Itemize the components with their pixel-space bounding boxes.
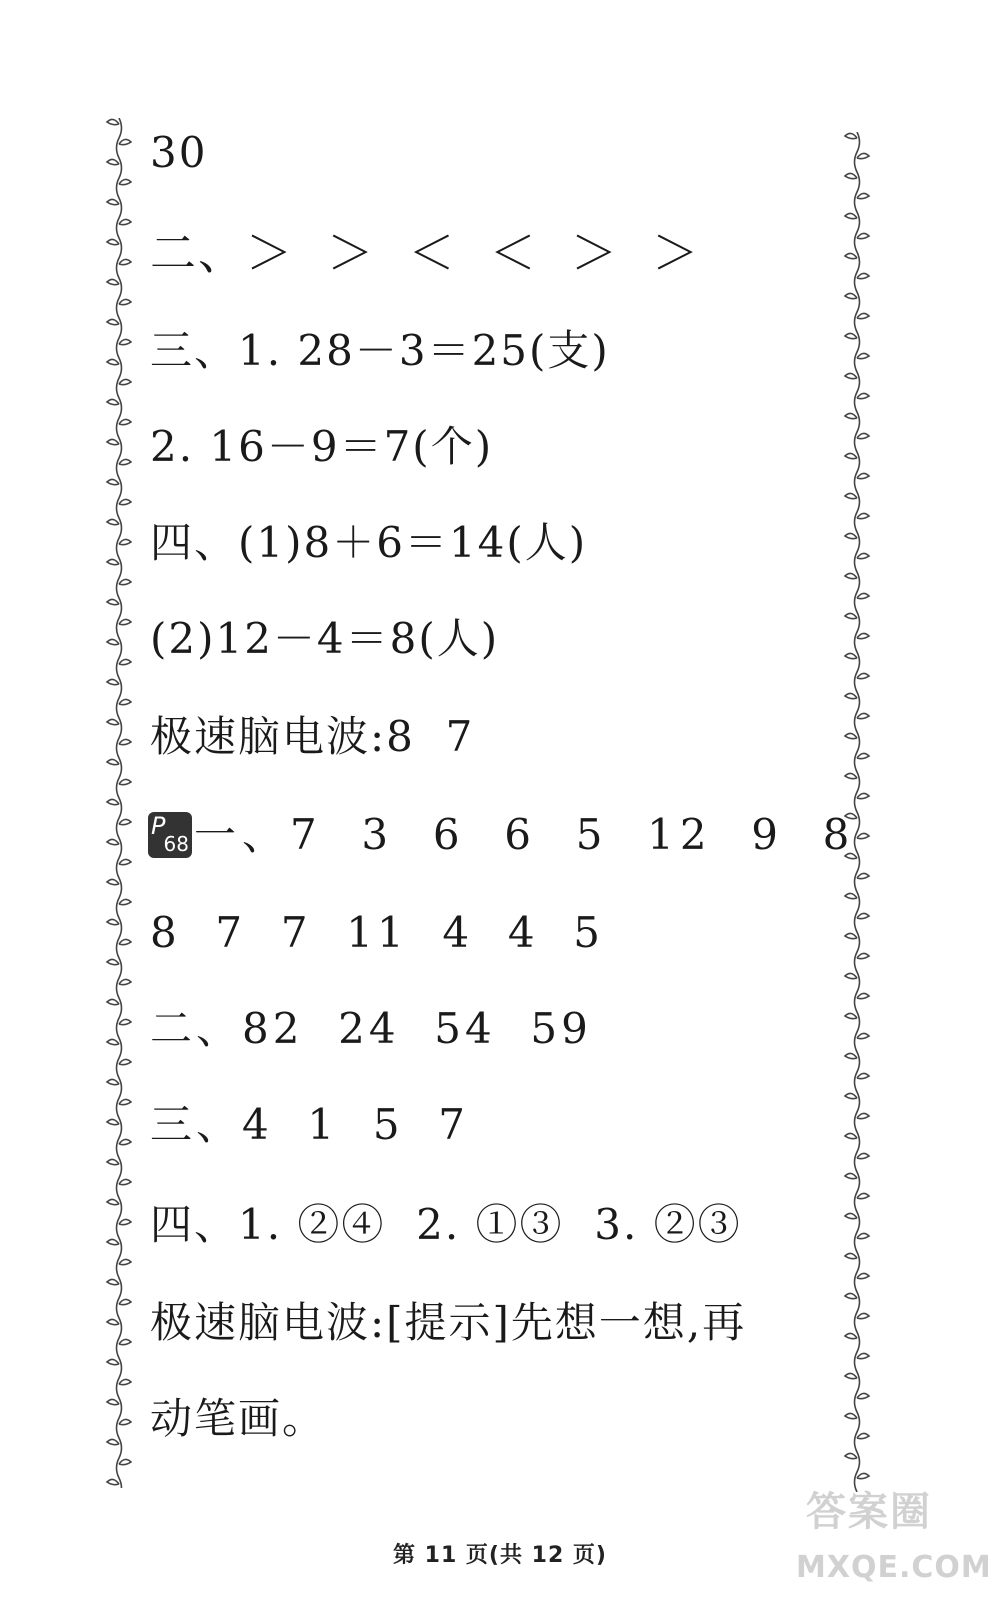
vine-leaf: [119, 1059, 131, 1064]
vine-leaf: [119, 1139, 131, 1144]
answer-line: 四、1. ②④ 2. ①③ 3. ②③: [150, 1200, 742, 1249]
vine-leaf: [107, 279, 119, 284]
page-reference-badge: [148, 812, 192, 858]
vine-leaf: [107, 599, 119, 604]
vine-leaf: [119, 1379, 131, 1384]
vine-leaf: [107, 1399, 119, 1404]
vine-leaf: [107, 879, 119, 884]
vine-leaf: [857, 1353, 869, 1358]
vine-leaf: [119, 819, 131, 824]
vine-leaf: [119, 1299, 131, 1304]
vine-leaf: [845, 973, 857, 978]
answer-line: 三、1. 28－3＝25(支): [150, 326, 610, 375]
vine-leaf: [857, 353, 869, 358]
vine-leaf: [119, 499, 131, 504]
vine-leaf: [845, 1093, 857, 1098]
vine-leaf: [845, 373, 857, 378]
vine-leaf: [857, 953, 869, 958]
vine-leaf: [857, 553, 869, 558]
vine-leaf: [845, 1293, 857, 1298]
vine-leaf: [845, 893, 857, 898]
vine-leaf: [845, 773, 857, 778]
vine-leaf: [119, 899, 131, 904]
vine-leaf: [857, 833, 869, 838]
vine-leaf: [119, 419, 131, 424]
watermark-logo: [796, 1480, 992, 1600]
vine-leaf: [119, 579, 131, 584]
vine-leaf: [857, 913, 869, 918]
vine-leaf: [857, 473, 869, 478]
vine-leaf: [119, 1339, 131, 1344]
vine-leaf: [107, 559, 119, 564]
vine-leaf: [119, 779, 131, 784]
answer-line: 极速脑电波:8 7: [150, 712, 475, 761]
vine-leaf: [857, 1113, 869, 1118]
vine-leaf: [857, 713, 869, 718]
vine-leaf: [845, 733, 857, 738]
vine-leaf: [107, 799, 119, 804]
vine-leaf: [119, 939, 131, 944]
vine-leaf: [857, 1233, 869, 1238]
answer-line: 动笔画。: [150, 1394, 327, 1443]
vine-leaf: [107, 1239, 119, 1244]
vine-leaf: [857, 193, 869, 198]
vine-leaf: [845, 1373, 857, 1378]
vine-leaf: [107, 1279, 119, 1284]
vine-leaf: [845, 413, 857, 418]
vine-leaf: [857, 273, 869, 278]
vine-leaf: [119, 379, 131, 384]
vine-leaf: [845, 693, 857, 698]
vine-leaf: [857, 633, 869, 638]
vine-leaf: [845, 133, 857, 138]
answer-line: 8 7 7 11 4 4 5: [150, 908, 604, 957]
vine-leaf: [107, 1359, 119, 1364]
vine-leaf: [119, 1099, 131, 1104]
answer-line: (2)12－4＝8(人): [150, 614, 500, 663]
vine-leaf: [107, 1079, 119, 1084]
left-vine-border: [102, 118, 136, 1488]
vine-leaf: [119, 1219, 131, 1224]
vine-leaf: [845, 1333, 857, 1338]
vine-leaf: [845, 1053, 857, 1058]
vine-leaf: [845, 653, 857, 658]
vine-leaf: [107, 119, 119, 124]
vine-leaf: [845, 253, 857, 258]
vine-leaf: [845, 1413, 857, 1418]
answer-line: 一、7 3 6 6 5 12 9 8: [194, 810, 856, 859]
vine-leaf: [857, 1033, 869, 1038]
vine-leaf: [107, 239, 119, 244]
vine-leaf: [107, 1319, 119, 1324]
vine-leaf: [119, 699, 131, 704]
vine-leaf: [119, 739, 131, 744]
vine-leaf: [119, 539, 131, 544]
vine-leaf: [107, 719, 119, 724]
answer-line: 二、＞ ＞ ＜ ＜ ＞ ＞: [150, 226, 701, 280]
vine-leaf: [857, 1153, 869, 1158]
vine-leaf: [845, 453, 857, 458]
vine-leaf: [107, 1439, 119, 1444]
vine-leaf: [119, 1419, 131, 1424]
badge-number: 68: [163, 832, 189, 856]
vine-leaf: [857, 513, 869, 518]
vine-leaf: [857, 1273, 869, 1278]
vine-leaf: [857, 1393, 869, 1398]
vine-leaf: [119, 1019, 131, 1024]
vine-leaf: [107, 319, 119, 324]
vine-leaf: [845, 613, 857, 618]
vine-leaf: [107, 399, 119, 404]
vine-leaf: [119, 659, 131, 664]
vine-leaf: [107, 919, 119, 924]
vine-leaf: [119, 219, 131, 224]
vine-leaf: [845, 1173, 857, 1178]
vine-leaf: [107, 1119, 119, 1124]
vine-leaf: [857, 793, 869, 798]
vine-leaf: [857, 393, 869, 398]
vine-leaf: [107, 959, 119, 964]
vine-leaf: [107, 439, 119, 444]
vine-leaf: [119, 299, 131, 304]
vine-leaf: [845, 1133, 857, 1138]
vine-leaf: [857, 233, 869, 238]
answer-line: 四、(1)8＋6＝14(人): [150, 518, 588, 567]
vine-leaf: [857, 1193, 869, 1198]
answer-line: 三、4 1 5 7: [150, 1100, 469, 1149]
vine-leaf: [107, 1479, 119, 1484]
answer-line: 二、82 24 54 59: [150, 1004, 592, 1053]
vine-leaf: [107, 999, 119, 1004]
vine-leaf: [845, 173, 857, 178]
vine-leaf: [107, 759, 119, 764]
vine-leaf: [857, 1313, 869, 1318]
vine-leaf: [119, 259, 131, 264]
vine-leaf: [845, 293, 857, 298]
vine-leaf: [119, 179, 131, 184]
vine-leaf: [845, 213, 857, 218]
vine-leaf: [107, 1159, 119, 1164]
answer-line: 30: [150, 128, 208, 177]
vine-leaf: [107, 359, 119, 364]
watermark-bottom-text: MXQE.COM: [796, 1550, 992, 1585]
vine-leaf: [857, 993, 869, 998]
answer-line: 2. 16－9＝7(个): [150, 422, 494, 471]
vine-leaf: [107, 679, 119, 684]
vine-leaf: [845, 1253, 857, 1258]
vine-leaf: [845, 573, 857, 578]
vine-leaf: [119, 1179, 131, 1184]
vine-leaf: [857, 673, 869, 678]
vine-leaf: [845, 333, 857, 338]
vine-leaf: [857, 433, 869, 438]
vine-leaf: [107, 479, 119, 484]
vine-leaf: [857, 1073, 869, 1078]
vine-leaf: [857, 753, 869, 758]
vine-leaf: [107, 159, 119, 164]
vine-leaf: [857, 873, 869, 878]
badge-letter: P: [151, 812, 166, 840]
vine-leaf: [845, 1453, 857, 1458]
watermark-top-text: 答案圈: [806, 1489, 932, 1535]
vine-leaf: [119, 1459, 131, 1464]
vine-leaf: [857, 313, 869, 318]
vine-leaf: [119, 459, 131, 464]
vine-leaf: [107, 1199, 119, 1204]
vine-leaf: [119, 1259, 131, 1264]
vine-leaf: [107, 1039, 119, 1044]
vine-leaf: [845, 1013, 857, 1018]
vine-leaf: [845, 533, 857, 538]
vine-leaf: [119, 979, 131, 984]
vine-leaf: [119, 619, 131, 624]
vine-leaf: [107, 839, 119, 844]
vine-leaf: [857, 153, 869, 158]
vine-leaf: [857, 1473, 869, 1478]
vine-leaf: [119, 139, 131, 144]
vine-leaf: [845, 933, 857, 938]
vine-leaf: [857, 593, 869, 598]
page-footer: 第 11 页(共 12 页): [393, 1543, 607, 1568]
vine-leaf: [107, 199, 119, 204]
answer-line: 极速脑电波:[提示]先想一想,再: [150, 1298, 747, 1347]
vine-leaf: [107, 639, 119, 644]
vine-leaf: [845, 1213, 857, 1218]
vine-leaf: [845, 493, 857, 498]
vine-leaf: [119, 859, 131, 864]
vine-leaf: [119, 339, 131, 344]
vine-leaf: [107, 519, 119, 524]
vine-leaf: [857, 1433, 869, 1438]
